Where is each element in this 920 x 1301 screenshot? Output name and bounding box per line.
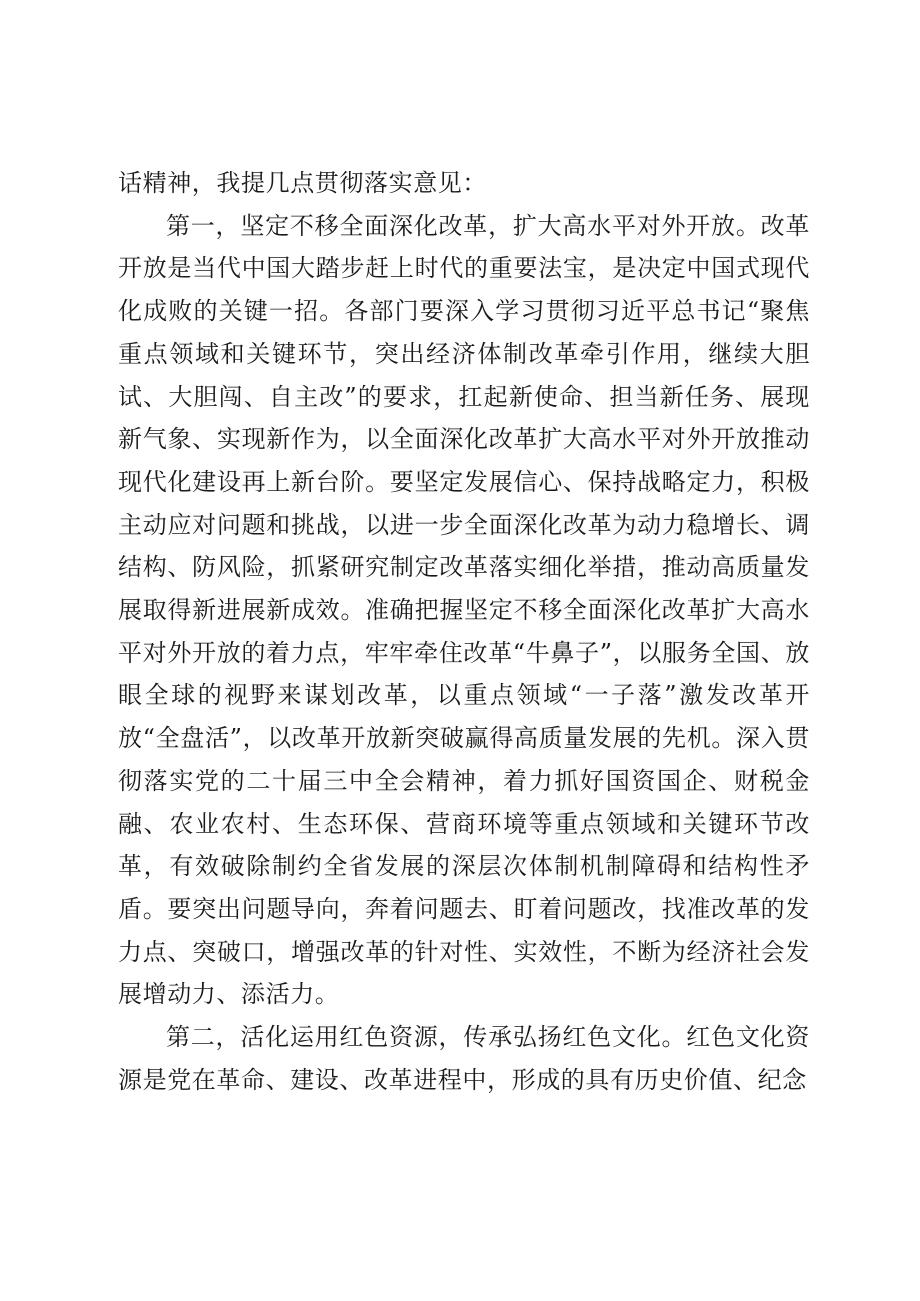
text-line: 球的视野来谋划改革，以重点领域“一子落”激发改革开放“全 (118, 681, 811, 753)
text-line: 添活力。 (241, 980, 340, 1009)
text-line: 象、实现新作为，以全面深化改革扩大高水平对外开放推动现代 (118, 425, 810, 496)
text-line: 第二，活化运用红色资源，传承弘扬红色文化。红色文化资 (166, 1023, 810, 1052)
text-line: 实党的二十届三中全会精神，着力抓好国资国企、财税金融、农 (118, 766, 811, 838)
text-line: 防风险，抓紧研究制定改革落实细化举措，推动高质量发展取得 (118, 553, 810, 625)
text-line: 盘活”，以改革开放新突破赢得高质量发展的先机。深入贯彻落 (118, 724, 810, 795)
paragraph-point-one (118, 205, 810, 1016)
text-line: 大胆闯、自主改”的要求，扛起新使命、担当新任务、展现新气 (118, 382, 810, 454)
text-line: 开放的着力点，牢牢牵住改革“牛鼻子”，以服务全国、放眼全 (118, 638, 810, 710)
document-body (118, 162, 810, 1101)
text-line: 应对问题和挑战，以进一步全面深化改革为动力稳增长、调结构、 (118, 510, 810, 582)
text-line: 新进展新成效。准确把握坚定不移全面深化改革扩大高水平对外 (118, 596, 810, 667)
paragraph-point-two (118, 1016, 810, 1101)
text-line: 话精神，我提几点贯彻落实意见： (118, 169, 487, 197)
text-line: 源是党在革命、建设、改革进程中，形成的具有历史价值、纪念 (118, 1065, 807, 1094)
paragraph-intro-continuation (118, 162, 810, 205)
text-line: 化建设再上新台阶。要坚定发展信心、保持战略定力，积极主动 (118, 467, 810, 539)
text-line: 重点领域和关键环节，突出经济体制改革牵引作用，继续大胆试、 (118, 339, 810, 411)
text-line: 开放是当代中国大踏步赶上时代的重要法宝，是决定中国式现代 (118, 254, 810, 283)
text-line: 破除制约全省发展的深层次体制机制障碍和结构性矛盾。要突出 (118, 852, 810, 923)
text-line: 口，增强改革的针对性、实效性，不断为经济社会发展增动力、 (118, 937, 810, 1009)
text-line: 化成败的关键一招。各部门要深入学习贯彻习近平总书记“聚焦 (118, 297, 810, 326)
text-line: 第一，坚定不移全面深化改革，扩大高水平对外开放。改革 (166, 211, 810, 240)
text-line: 业农村、生态环保、营商环境等重点领域和关键环节改革，有效 (118, 809, 810, 881)
text-line: 问题导向，奔着问题去、盯着问题改，找准改革的发力点、突破 (118, 894, 810, 966)
